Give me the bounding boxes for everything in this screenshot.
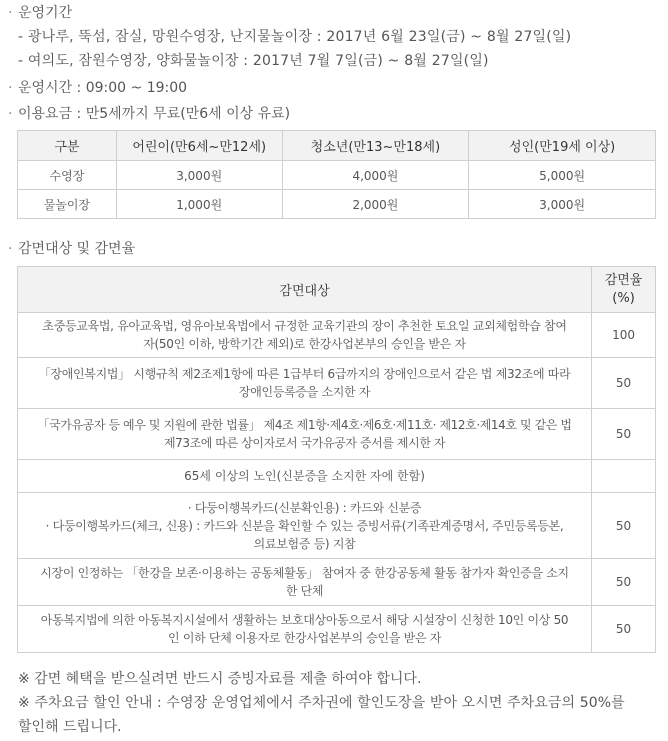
- fee-cell: 수영장: [18, 161, 117, 190]
- discount-target-cell: 「국가유공자 등 예우 및 지원에 관한 법률」 제4조 제1항·제4호·제6호·제11호· 제12호·제14호 및 같은 법 제73조에 따른 상이자로서 국가유공자 증서를 제시한 자: [18, 409, 592, 460]
- period-line-1: - 광나루, 뚝섬, 잠실, 망원수영장, 난지물놀이장 : 2017년 6월 23일(금) ~ 8월 27일(일): [18, 29, 572, 45]
- bullet-icon: ·: [8, 106, 13, 122]
- table-row: [18, 161, 656, 190]
- table-row: [18, 493, 656, 559]
- discount-target-cell: 아동복지법에 의한 아동복지시설에서 생활하는 보호대상아동으로서 해당 시설장이 신청한 10인 이상 50 인 이하 단체 이용자로 한강사업본부의 승인을 받은 자: [18, 606, 592, 653]
- fee-header-child: 어린이(만6세~만12세): [116, 131, 282, 161]
- table-row: [18, 409, 656, 460]
- discount-rate-cell: 50: [592, 358, 656, 409]
- fee-cell: 3,000원: [116, 161, 282, 190]
- note-parking: ※ 주차요금 할인 안내 : 수영장 운영업체에서 주차권에 할인도장을 받아 오시면 주차요금의 50%를: [18, 695, 625, 711]
- discount-rate-cell: 50: [592, 493, 656, 559]
- fee-header-adult: 성인(만19세 이상): [469, 131, 656, 161]
- discount-header-target: 감면대상: [18, 267, 592, 313]
- discount-table-header: [18, 267, 656, 313]
- discount-rate-cell: 50: [592, 606, 656, 653]
- note-parking-cont: 할인해 드립니다.: [18, 719, 122, 735]
- bullet-icon: ·: [8, 5, 13, 21]
- discount-heading: · 감면대상 및 감면율: [8, 241, 136, 257]
- discount-target-cell: · 다둥이행복카드(신분확인용) : 카드와 신분증 · 다둥이행복카드(체크, 신용) : 카드와 신분을 확인할 수 있는 증빙서류(기족관계증명서, 주민등록등본, 의료보험증 등) 지참: [18, 493, 592, 559]
- table-row: [18, 606, 656, 653]
- fee-cell: 4,000원: [282, 161, 469, 190]
- fee-table-header: [18, 131, 656, 161]
- fee-header-youth: 청소년(만13~만18세): [282, 131, 469, 161]
- fee-cell: 3,000원: [469, 190, 656, 219]
- hours-line: · 운영시간 : 09:00 ~ 19:00: [8, 80, 188, 96]
- table-row: [18, 190, 656, 219]
- table-row: [18, 313, 656, 358]
- discount-rate-cell: 50: [592, 409, 656, 460]
- period-line-2: - 여의도, 잠원수영장, 양화물놀이장 : 2017년 7월 7일(금) ~ 8월 27일(일): [18, 53, 489, 69]
- discount-rate-cell: 100: [592, 313, 656, 358]
- discount-table: [17, 266, 656, 653]
- period-heading: · 운영기간: [8, 5, 73, 21]
- discount-target-cell: 65세 이상의 노인(신분증을 소지한 자에 한함): [18, 460, 592, 493]
- fee-cell: 물놀이장: [18, 190, 117, 219]
- discount-header-rate: 감면율 (%): [592, 267, 656, 313]
- fee-intro: · 이용요금 : 만5세까지 무료(만6세 이상 유료): [8, 106, 291, 122]
- discount-target-cell: 「장애인복지법」 시행규칙 제2조제1항에 따른 1급부터 6급까지의 장애인으로서 같은 법 제32조에 따라 장애인등록증을 소지한 자: [18, 358, 592, 409]
- table-row: [18, 358, 656, 409]
- table-row: [18, 460, 656, 493]
- fee-cell: 1,000원: [116, 190, 282, 219]
- discount-rate-cell: 50: [592, 559, 656, 606]
- table-row: [18, 559, 656, 606]
- fee-cell: 2,000원: [282, 190, 469, 219]
- discount-rate-cell: [592, 460, 656, 493]
- bullet-icon: ·: [8, 80, 13, 96]
- discount-target-cell: 초중등교육법, 유아교육법, 영유아보육법에서 규정한 교육기관의 장이 추천한 토요일 교외체험학습 참여 자(50인 이하, 방학기간 제외)로 한강사업본부의 승인을 받은 자: [18, 313, 592, 358]
- fee-header-category: 구분: [18, 131, 117, 161]
- discount-target-cell: 시장이 인정하는 「한강을 보존·이용하는 공동체활동」 참여자 중 한강공동체 활동 참가자 확인증을 소지 한 단체: [18, 559, 592, 606]
- fee-table: [17, 130, 656, 219]
- note-proof: ※ 감면 혜택을 받으실려면 반드시 증빙자료를 제출 하여야 합니다.: [18, 671, 422, 687]
- fee-cell: 5,000원: [469, 161, 656, 190]
- bullet-icon: ·: [8, 241, 13, 257]
